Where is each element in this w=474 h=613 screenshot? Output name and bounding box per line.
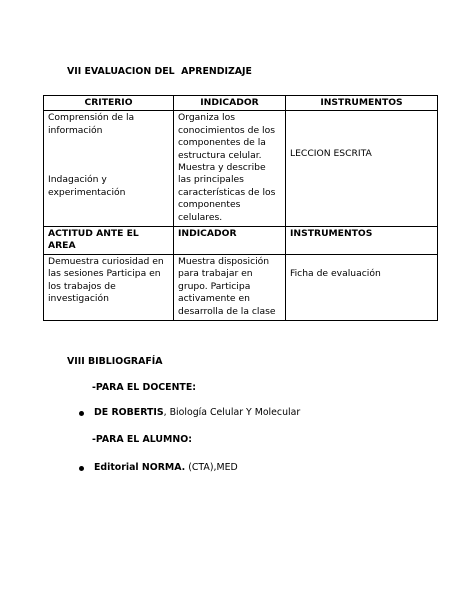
section-7-title: VII EVALUACION DEL APRENDIZAJE — [67, 66, 252, 77]
alumno-ref-rest: (CTA),MED — [185, 462, 238, 473]
alumno-reference — [94, 462, 238, 473]
docente-ref-author: DE ROBERTIS — [94, 407, 164, 418]
instrumento-spacer-2 — [290, 256, 433, 268]
section-8-title: VIII BIBLIOGRAFÍA — [67, 356, 163, 367]
instrumento-spacer — [290, 112, 433, 148]
table-row — [44, 111, 438, 227]
header-indicador-2: INDICADOR — [174, 227, 286, 255]
criterio-indagacion: Indagación y experimentación — [48, 174, 126, 198]
header-instrumentos-2: INSTRUMENTOS — [286, 227, 438, 255]
instrumento-cell — [286, 111, 438, 227]
bullet-icon — [79, 466, 84, 471]
indicador-cell-2: Muestra disposición para trabajar en grupo. Participa activamente en desarrolla de la clase — [174, 254, 286, 320]
instrumento-leccion: LECCION ESCRITA — [290, 148, 372, 160]
alumno-ref-publisher: Editorial NORMA. — [94, 462, 186, 473]
table-row — [44, 254, 438, 320]
table-header-row-2 — [44, 227, 438, 255]
header-criterio: CRITERIO — [44, 96, 174, 111]
table-header-row — [44, 96, 438, 111]
docente-reference — [94, 407, 300, 418]
actitud-cell: Demuestra curiosidad en las sesiones Participa en los trabajos de investigación — [44, 254, 174, 320]
alumno-label: -PARA EL ALUMNO: — [92, 434, 192, 445]
docente-ref-title: , Biología Celular Y Molecular — [163, 407, 301, 418]
docente-label: -PARA EL DOCENTE: — [92, 382, 196, 393]
header-instrumentos: INSTRUMENTOS — [286, 96, 438, 111]
indicador-cell: Organiza los conocimientos de los componentes de la estructura celular. Muestra y describe las principales características de los componentes celulares. — [174, 111, 286, 227]
instrumento-cell-2 — [286, 254, 438, 320]
criterio-comprension: Comprensión de la información — [48, 112, 135, 136]
instrumento-ficha: Ficha de evaluación — [290, 267, 381, 279]
header-indicador: INDICADOR — [174, 96, 286, 111]
criterio-spacer — [48, 137, 169, 174]
bullet-icon — [79, 411, 84, 416]
header-actitud: ACTITUD ANTE EL AREA — [44, 227, 174, 255]
criterio-cell — [44, 111, 174, 227]
evaluation-table — [43, 95, 438, 321]
